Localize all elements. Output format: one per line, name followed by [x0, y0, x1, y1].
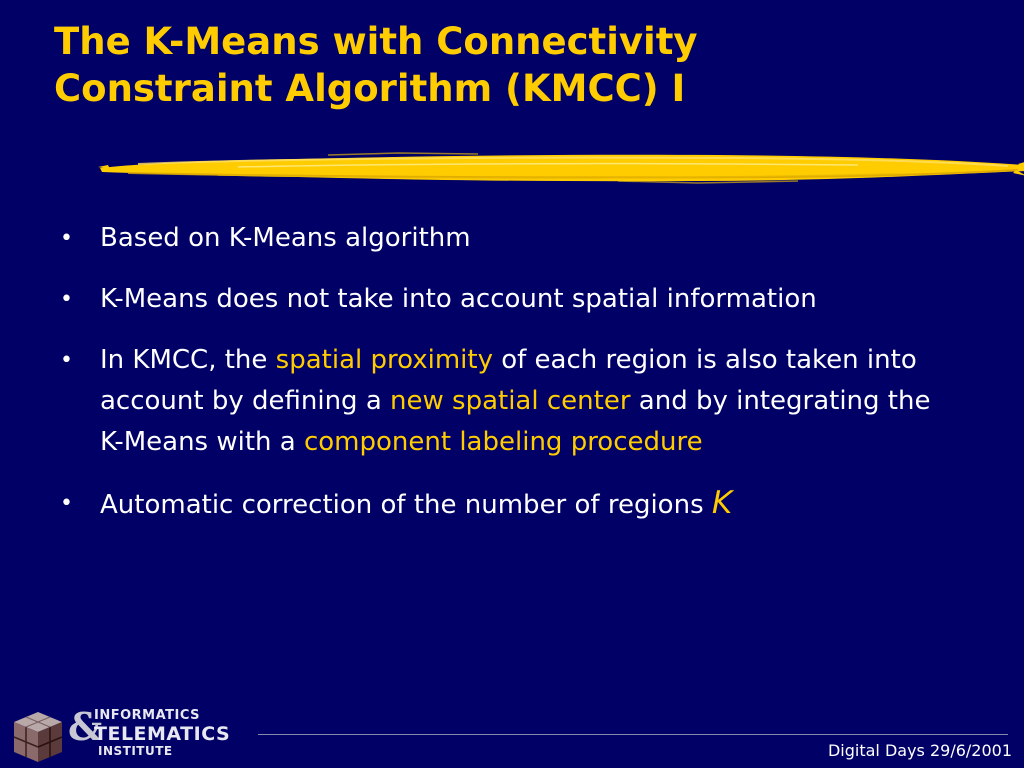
- bullet-marker: •: [60, 491, 73, 516]
- slide-title-line-2: Constraint Algorithm (KMCC) I: [54, 67, 686, 110]
- logo-text-telematics: TELEMATICS: [94, 723, 231, 745]
- bullet-text: Automatic correction of the number of regions: [100, 490, 712, 520]
- highlight-spatial-proximity: spatial proximity: [275, 345, 493, 375]
- bullet-marker: •: [60, 226, 73, 251]
- slide-title-line-1: The K-Means with Connectivity: [54, 20, 698, 63]
- highlight-new-spatial-center: new spatial center: [390, 386, 631, 416]
- variable-k: K: [711, 485, 733, 521]
- cube-icon: [8, 706, 68, 766]
- institute-logo: [8, 704, 258, 764]
- bullet-text: Based on K-Means algorithm: [100, 223, 471, 253]
- bullet-marker: •: [60, 287, 73, 312]
- bullet-text: K-Means does not take into account spatial information: [100, 284, 817, 314]
- bullet-text: In KMCC, the: [100, 345, 276, 375]
- bullet-item-4: [60, 483, 960, 526]
- bullet-marker: •: [60, 348, 73, 373]
- bullet-item-2: [60, 279, 960, 320]
- logo-text-institute: INSTITUTE: [98, 744, 173, 758]
- bullet-item-1: [60, 218, 960, 259]
- logo-text-informatics: INFORMATICS: [94, 708, 200, 723]
- slide-title: [54, 18, 984, 112]
- bullet-text: and by integrating the K-Means with a: [100, 386, 931, 457]
- footer-divider: [258, 734, 1008, 735]
- bullet-text: of each region is also taken into account by defining a: [100, 345, 917, 416]
- footer-date: Digital Days 29/6/2001: [827, 741, 1012, 760]
- bullet-item-3: [60, 340, 960, 463]
- logo-ampersand: &: [68, 704, 103, 749]
- highlight-component-labeling: component labeling procedure: [303, 427, 703, 457]
- brush-stroke-divider: [98, 148, 1024, 188]
- bullet-list: [60, 218, 960, 546]
